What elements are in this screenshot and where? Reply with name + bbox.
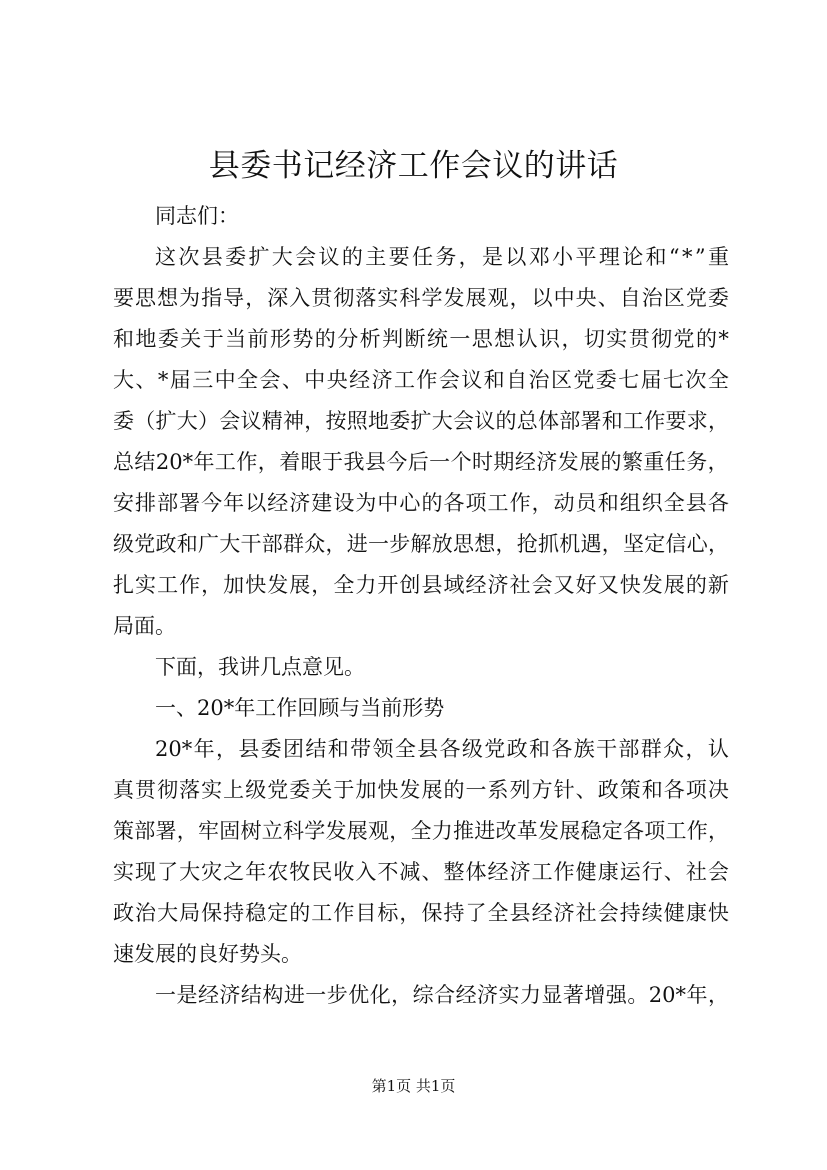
- text-line: 这 次 县 委 扩 大 会 议 的 主 要 任 务 ， 是 以 邓 小 平 理 论 和 “ * ” 重: [155, 245, 729, 269]
- text-line: 真 贯 彻 落 实 上 级 党 委 关 于 加 快 发 展 的 一 系 列 方 针 、 政 策 和 各 项 决: [113, 778, 729, 802]
- text-line: 策 部 署 ， 牢 固 树 立 科 学 发 展 观 ， 全 力 推 进 改 革 发 展 稳 定 各 项 工 作 ，: [113, 819, 729, 843]
- text-line: 要 思 想 为 指 导 ， 深 入 贯 彻 落 实 科 学 发 展 观 ， 以 中 央 、 自 治 区 党 委: [113, 286, 729, 310]
- text-line: 速发展的良好势头。: [113, 942, 302, 966]
- text-line: 实 现 了 大 灾 之 年 农 牧 民 收 入 不 减 、 整 体 经 济 工 作 健 康 运 行 、 社 会: [113, 860, 729, 884]
- text-line: 级 党 政 和 广 大 干 部 群 众 ， 进 一 步 解 放 思 想 ， 抢 抓 机 遇 ， 坚 定 信 心 ，: [113, 532, 729, 556]
- text-line: 20* 年 ， 县 委 团 结 和 带 领 全 县 各 级 党 政 和 各 族 干 部 群 众 ， 认: [155, 737, 729, 761]
- text-line: 大 、 * 届 三 中 全 会 、 中 央 经 济 工 作 会 议 和 自 治 区 党 委 七 届 七 次 全: [113, 368, 729, 392]
- text-line: 委 （ 扩 大 ） 会 议 精 神 ， 按 照 地 委 扩 大 会 议 的 总 体 部 署 和 工 作 要 求 ，: [113, 409, 729, 433]
- text-line: 政 治 大 局 保 持 稳 定 的 工 作 目 标 ， 保 持 了 全 县 经 济 社 会 持 续 健 康 快: [113, 901, 729, 925]
- document-body: [113, 196, 729, 1016]
- text-line: 总 结 20* 年 工 作 ， 着 眼 于 我 县 今 后 一 个 时 期 经 济 发 展 的 繁 重 任 务 ，: [113, 450, 729, 474]
- text-line: 下面，我讲几点意见。: [155, 655, 365, 679]
- text-line: 和 地 委 关 于 当 前 形 势 的 分 析 判 断 统 一 思 想 认 识 ， 切 实 贯 彻 党 的 *: [113, 327, 729, 351]
- document-title: 县委书记经济工作会议的讲话: [208, 148, 619, 184]
- page-footer: 第1页 共1页: [371, 1077, 456, 1095]
- text-line: 安 排 部 署 今 年 以 经 济 建 设 为 中 心 的 各 项 工 作 ， 动 员 和 组 织 全 县 各: [113, 491, 729, 515]
- text-line: 局面。: [113, 614, 176, 638]
- text-line: 一、20*年工作回顾与当前形势: [155, 696, 445, 720]
- text-line: 一 是 经 济 结 构 进 一 步 优 化 ， 综 合 经 济 实 力 显 著 增 强 。 20* 年 ，: [155, 983, 729, 1007]
- text-line: 扎 实 工 作 ， 加 快 发 展 ， 全 力 开 创 县 域 经 济 社 会 又 好 又 快 发 展 的 新: [113, 573, 729, 597]
- text-line: 同志们：: [155, 204, 239, 228]
